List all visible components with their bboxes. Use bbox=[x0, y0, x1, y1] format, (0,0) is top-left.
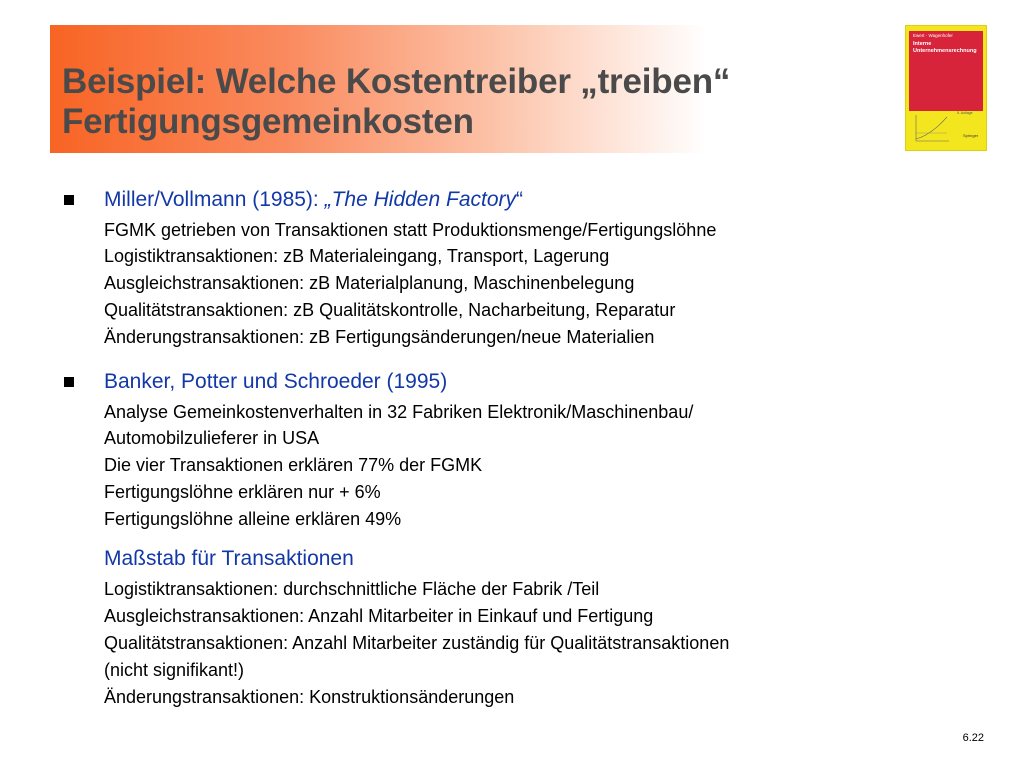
section-3-line: (nicht signifikant!) bbox=[104, 660, 245, 680]
section-2-line: Analyse Gemeinkostenverhalten in 32 Fabriken Elektronik/Maschinenbau/ bbox=[104, 402, 694, 422]
book-title bbox=[913, 41, 977, 55]
section-1-line: FGMK getrieben von Transaktionen statt Produktionsmenge/Fertigungslöhne bbox=[104, 220, 717, 240]
section-1-line: Qualitätstransaktionen: zB Qualitätskontrolle, Nacharbeitung, Reparatur bbox=[104, 300, 676, 320]
section-3-line: Qualitätstransaktionen: Anzahl Mitarbeiter zuständig für Qualitätstransaktionen bbox=[104, 633, 730, 653]
slide-title-line-2: Fertigungsgemeinkosten bbox=[62, 102, 474, 141]
section-1-heading-suffix: “ bbox=[516, 188, 524, 211]
section-3-line: Änderungstransaktionen: Konstruktionsänderungen bbox=[104, 687, 515, 707]
section-3-heading: Maßstab für Transaktionen bbox=[104, 547, 354, 570]
book-title-line-1: Interne bbox=[913, 41, 932, 47]
section-1-heading-prefix: Miller/Vollmann (1985): bbox=[104, 188, 325, 211]
section-2-line: Fertigungslöhne erklären nur + 6% bbox=[104, 482, 381, 502]
section-2-heading: Banker, Potter und Schroeder (1995) bbox=[104, 370, 448, 393]
book-edition: 5. Auflage bbox=[957, 111, 973, 115]
slide-title-line-1: Beispiel: Welche Kostentreiber „treiben“ bbox=[62, 62, 731, 101]
book-authors: Ewert · Wagenhofer bbox=[913, 33, 953, 38]
section-2-line: Fertigungslöhne alleine erklären 49% bbox=[104, 509, 402, 529]
section-3-line: Logistiktransaktionen: durchschnittliche Fläche der Fabrik /Teil bbox=[104, 579, 600, 599]
bullet-square-icon bbox=[64, 377, 74, 387]
book-chart-icon bbox=[913, 113, 951, 143]
section-1-line: Ausgleichstransaktionen: zB Materialplanung, Maschinenbelegung bbox=[104, 273, 635, 293]
section-2-line: Die vier Transaktionen erklären 77% der FGMK bbox=[104, 455, 483, 475]
section-2-line: Automobilzulieferer in USA bbox=[104, 428, 320, 448]
book-cover-image bbox=[905, 25, 987, 151]
section-1-line: Änderungstransaktionen: zB Fertigungsänderungen/neue Materialien bbox=[104, 327, 655, 347]
section-1-heading bbox=[104, 187, 523, 213]
bullet-square-icon bbox=[64, 195, 74, 205]
book-publisher: Springer bbox=[963, 133, 979, 138]
book-cover-panel bbox=[909, 31, 983, 111]
book-title-line-2: Unternehmensrechnung bbox=[913, 48, 977, 54]
section-3-line: Ausgleichstransaktionen: Anzahl Mitarbeiter in Einkauf und Fertigung bbox=[104, 606, 654, 626]
page-number: 6.22 bbox=[962, 732, 984, 744]
section-1-line: Logistiktransaktionen: zB Materialeingang, Transport, Lagerung bbox=[104, 246, 610, 266]
slide-title bbox=[62, 62, 730, 142]
section-1-heading-italic: „The Hidden Factory bbox=[324, 188, 517, 211]
